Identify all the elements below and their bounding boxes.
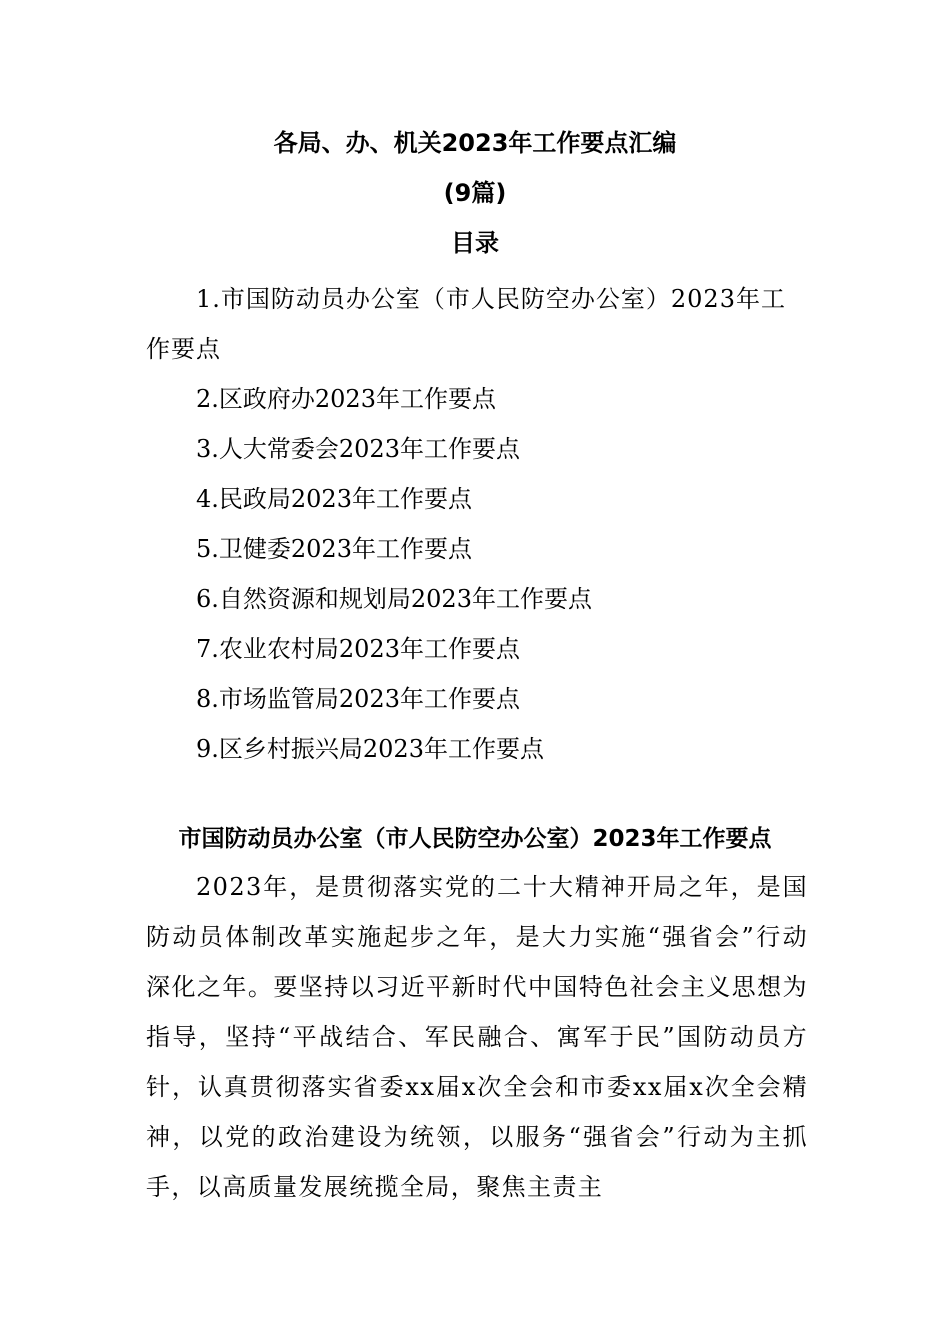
toc-item[interactable]: 5.卫健委2023年工作要点 <box>196 535 472 563</box>
toc-item[interactable]: 7.农业农村局2023年工作要点 <box>196 635 520 663</box>
section-paragraph: 2023年，是贯彻落实党的二十大精神开局之年，是国防动员体制改革实施起步之年，是大力实施“强省会”行动深化之年。要坚持以习近平新时代中国特色社会主义思想为指导，坚持“平战结合、军民融合、寓军于民”国防动员方针，认真贯彻落实省委xx届x次全会和市委xx届x次全会精神，以党的政治建设为统领，以服务“强省会”行动为主抓手，以高质量发展统揽全局，聚焦主责主 <box>146 873 808 1201</box>
table-of-contents <box>146 274 810 774</box>
toc-item[interactable]: 8.市场监管局2023年工作要点 <box>196 685 520 713</box>
toc-item[interactable]: 2.区政府办2023年工作要点 <box>196 385 496 413</box>
document-subtitle: (9篇) <box>443 179 507 207</box>
toc-item[interactable]: 4.民政局2023年工作要点 <box>196 485 472 513</box>
toc-item[interactable]: 1.市国防动员办公室（市人民防空办公室）2023年工作要点 <box>146 285 786 363</box>
toc-item[interactable]: 6.自然资源和规划局2023年工作要点 <box>196 585 592 613</box>
section-title: 市国防动员办公室（市人民防空办公室）2023年工作要点 <box>178 826 772 852</box>
toc-heading: 目录 <box>451 229 499 257</box>
toc-item[interactable]: 3.人大常委会2023年工作要点 <box>196 435 520 463</box>
toc-item[interactable]: 9.区乡村振兴局2023年工作要点 <box>196 735 544 763</box>
document-title: 各局、办、机关2023年工作要点汇编 <box>273 129 677 157</box>
